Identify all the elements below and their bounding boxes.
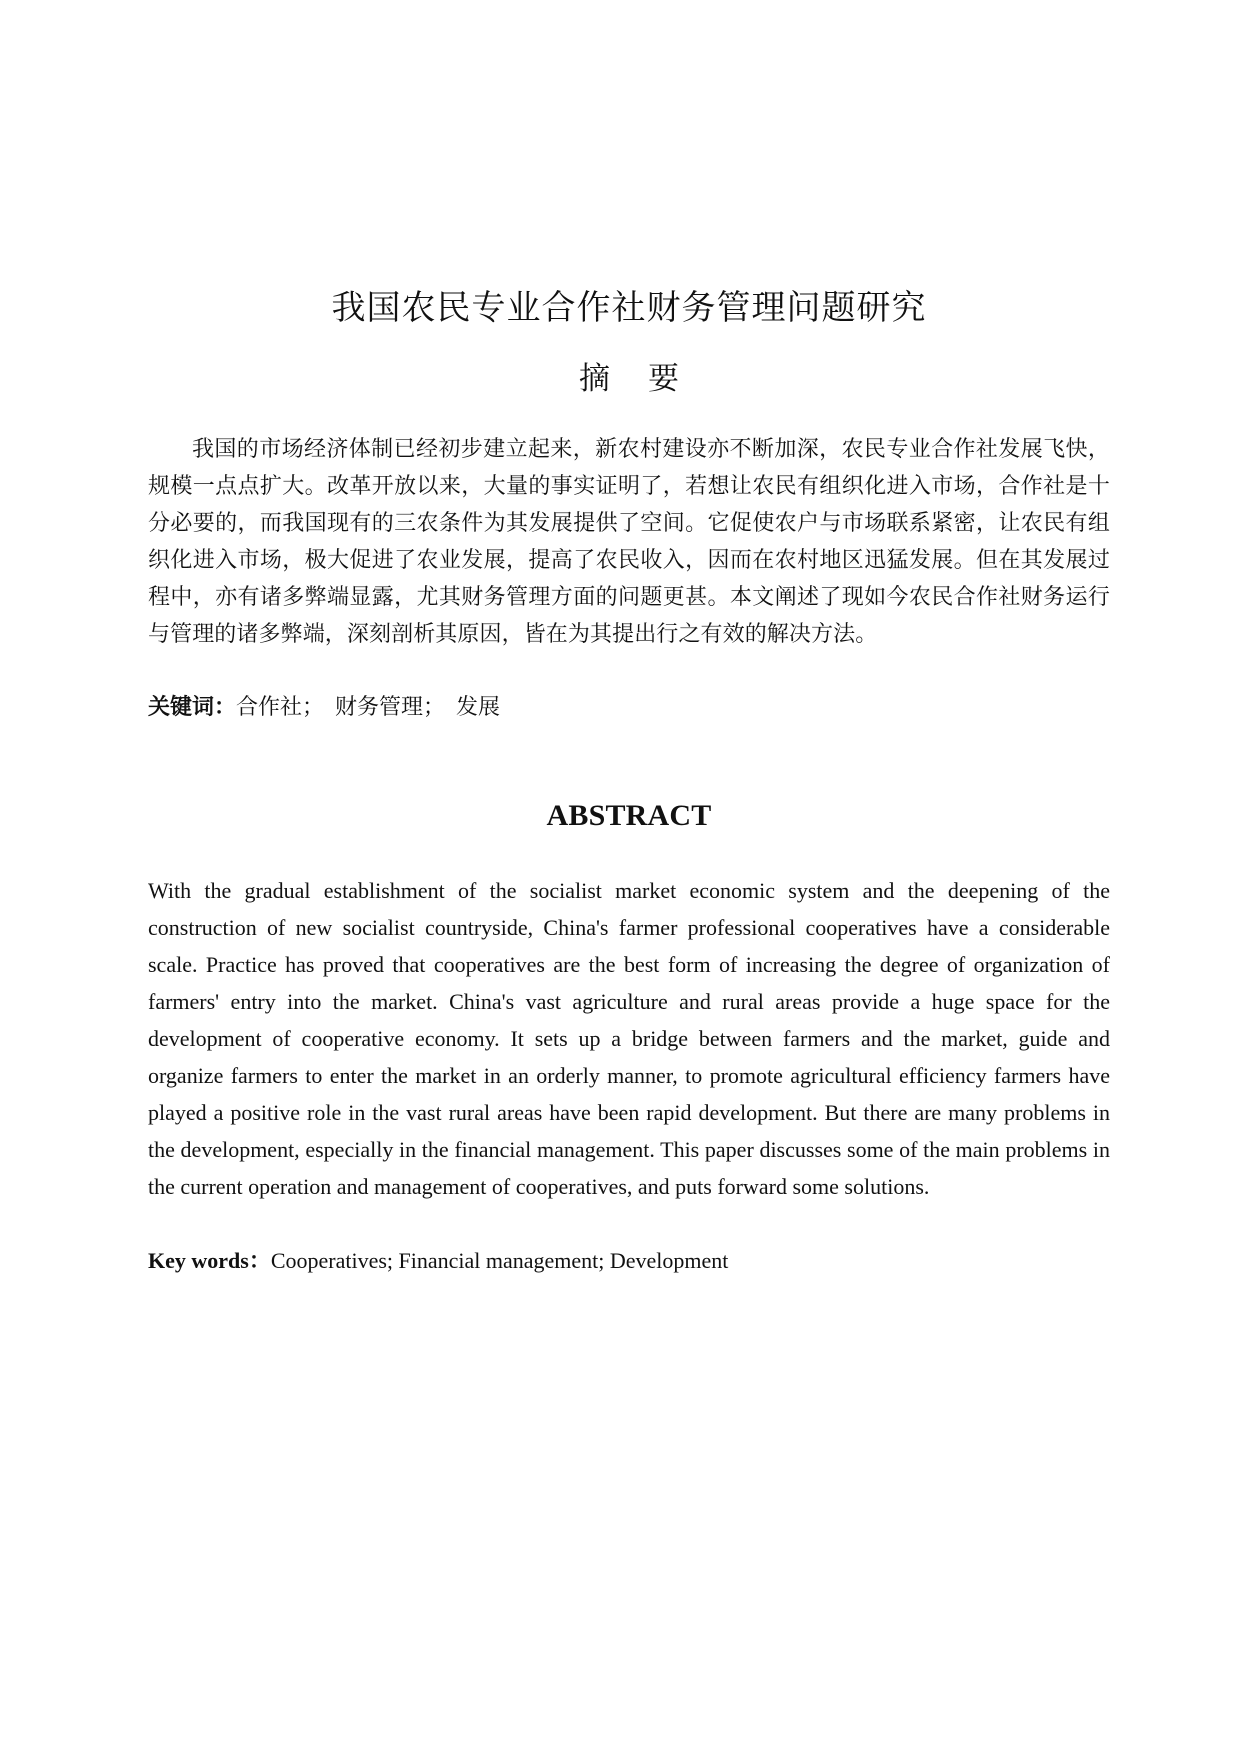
chinese-keywords-label: 关键词： — [148, 695, 237, 720]
chinese-abstract-body: 我国的市场经济体制已经初步建立起来，新农村建设亦不断加深，农民专业合作社发展飞快，规模一点点扩大。改革开放以来，大量的事实证明了，若想让农民有组织化进入市场，合作社是十分必要的，而我国现有的三农条件为其发展提供了空间。它促使农户与市场联系紧密，让农民有组织化进入市场，极大促进了农业发展，提高了农民收入，因而在农村地区迅猛发展。但在其发展过程中，亦有诸多弊端显露，尤其财务管理方面的问题更甚。本文阐述了现如今农民合作社财务运行与管理的诸多弊端，深刻剖析其原因，皆在为其提出行之有效的解决方法。 — [148, 437, 1110, 647]
english-abstract-heading: ABSTRACT — [546, 799, 712, 832]
chinese-keywords-value: 合作社； 财务管理； 发展 — [236, 695, 501, 720]
chinese-keywords — [148, 689, 1110, 727]
english-keywords-label: Key words： — [148, 1248, 271, 1273]
chinese-title: 我国农民专业合作社财务管理问题研究 — [331, 288, 927, 328]
english-keywords — [148, 1242, 1110, 1279]
chinese-abstract-heading: 摘要 — [579, 361, 717, 397]
english-keywords-value: Cooperatives; Financial management; Development — [270, 1248, 729, 1273]
english-abstract-body: With the gradual establishment of the socialist market economic system and the deepening of the construction of new socialist countryside, China's farmer professional cooperatives have a considerable scale. Practice has proved that cooperatives are the best form of increasing the degree of organization of farmers' entry into the market. China's vast agriculture and rural areas provide a huge space for the development of cooperative economy. It sets up a bridge between farmers and the market, guide and organize farmers to enter the market in an orderly manner, to promote agricultural efficiency farmers have played a positive role in the vast rural areas have been rapid development. But there are many problems in the development, especially in the financial management. This paper discusses some of the main problems in the current operation and management of cooperatives, and puts forward some solutions. — [148, 878, 1110, 1199]
